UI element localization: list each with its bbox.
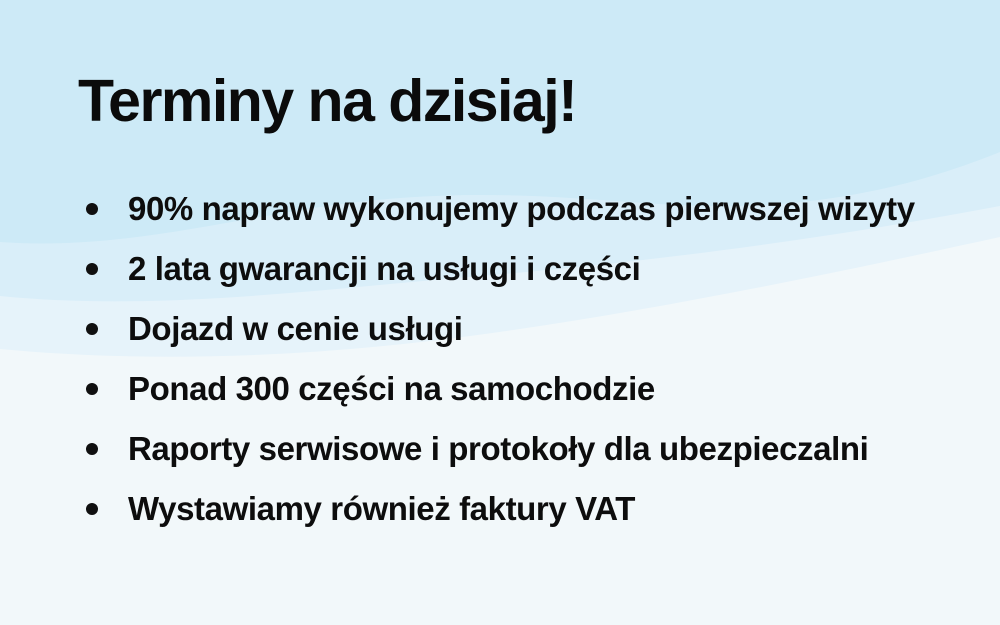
bullet-item [0,239,1000,299]
bullet-text: Ponad 300 części na samochodzie [128,370,655,407]
bullet-item [0,179,1000,239]
bullet-item [0,479,1000,539]
bullet-dot-icon [86,263,98,275]
slide-title: Terminy na dzisiaj! [78,68,577,134]
bullet-dot-icon [86,323,98,335]
bullet-dot-icon [86,203,98,215]
bullet-dot-icon [86,503,98,515]
bullet-item [0,419,1000,479]
bullet-item [0,299,1000,359]
bullet-text: Raporty serwisowe i protokoły dla ubezpieczalni [128,430,869,467]
bullet-item [0,359,1000,419]
bullet-text: Wystawiamy również faktury VAT [128,490,635,527]
bullet-text: 90% napraw wykonujemy podczas pierwszej wizyty [128,190,915,227]
bullet-list [0,179,1000,539]
bullet-text: Dojazd w cenie usługi [128,310,463,347]
bullet-text: 2 lata gwarancji na usługi i części [128,250,641,287]
bullet-dot-icon [86,443,98,455]
bullet-dot-icon [86,383,98,395]
